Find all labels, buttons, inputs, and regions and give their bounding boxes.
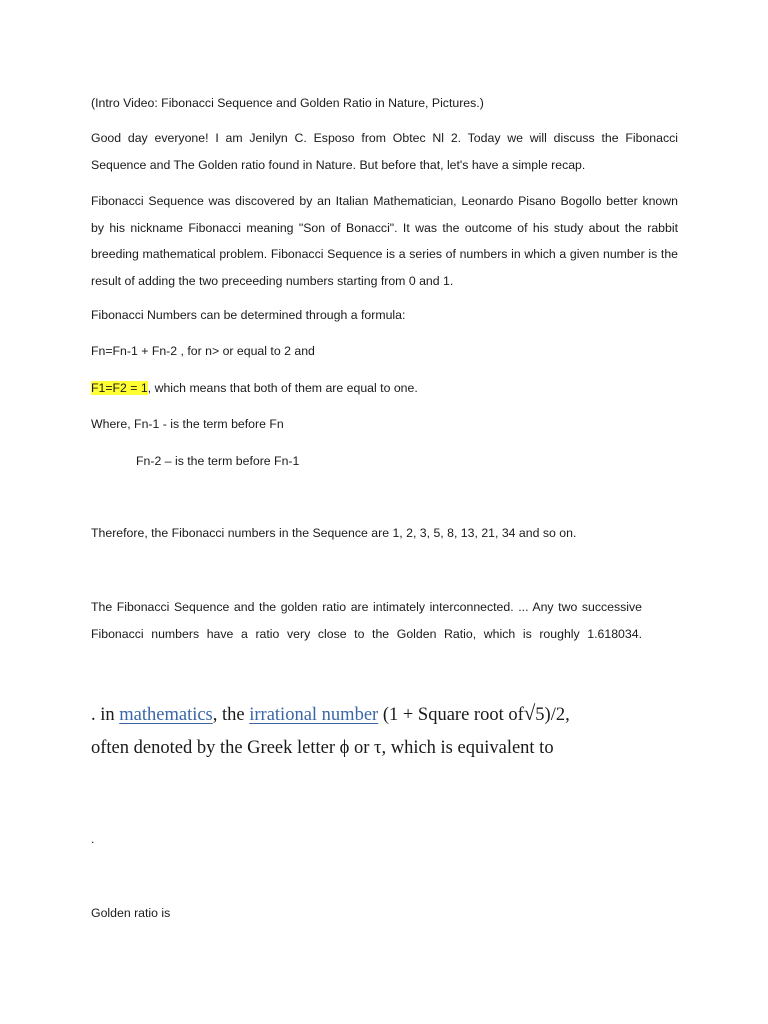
definition-line-1 bbox=[91, 696, 691, 732]
lone-dot: . bbox=[91, 832, 95, 846]
definition-mid: , the bbox=[212, 705, 250, 725]
initial-condition-line bbox=[91, 375, 678, 402]
formula-line: Fn=Fn-1 + Fn-2 , for n> or equal to 2 and bbox=[91, 344, 315, 358]
definition-line-2: often denoted by the Greek letter ϕ or τ, which is equivalent to bbox=[91, 738, 554, 758]
greeting-paragraph: Good day everyone! I am Jenilyn C. Esposo from Obtec Nl 2. Today we will discuss the Fibonacci Sequence and The Golden ratio found in Nature. But before that, let's have a simple recap. bbox=[91, 131, 678, 172]
golden-ratio-is-line: Golden ratio is bbox=[91, 906, 171, 920]
definition-formula-end: 5)/2, bbox=[535, 705, 570, 725]
interconnected-paragraph: The Fibonacci Sequence and the golden ratio are intimately interconnected. ... Any two successive Fibonacci numbers have a ratio very close to the Golden Ratio, which is roughly 1.618034. bbox=[91, 600, 642, 641]
irrational-number-link[interactable]: irrational number bbox=[249, 705, 379, 725]
history-paragraph: Fibonacci Sequence was discovered by an Italian Mathematician, Leonardo Pisano Bogollo better known by his nickname Fibonacci meaning "Son of Bonacci". It was the outcome of his study about the rabbit breeding mathematical problem. Fibonacci Sequence is a series of numbers in which a given number is the result of adding the two preceeding numbers starting from 0 and 1. bbox=[91, 194, 678, 288]
initial-explanation: , which means that both of them are equal to one. bbox=[147, 381, 418, 395]
definition-prefix: . in bbox=[91, 705, 120, 725]
where-line-2: Fn-2 – is the term before Fn-1 bbox=[136, 454, 300, 468]
mathematics-link[interactable]: mathematics bbox=[119, 705, 213, 725]
formula-intro: Fibonacci Numbers can be determined through a formula: bbox=[91, 308, 406, 322]
sqrt-symbol: √ bbox=[523, 701, 536, 725]
definition-formula: (1 + Square root of bbox=[378, 705, 524, 725]
therefore-line: Therefore, the Fibonacci numbers in the Sequence are 1, 2, 3, 5, 8, 13, 21, 34 and so on. bbox=[91, 526, 577, 540]
intro-line: (Intro Video: Fibonacci Sequence and Golden Ratio in Nature, Pictures.) bbox=[91, 96, 484, 110]
where-line: Where, Fn-1 - is the term before Fn bbox=[91, 417, 284, 431]
highlighted-initial: F1=F2 = 1 bbox=[91, 381, 148, 395]
